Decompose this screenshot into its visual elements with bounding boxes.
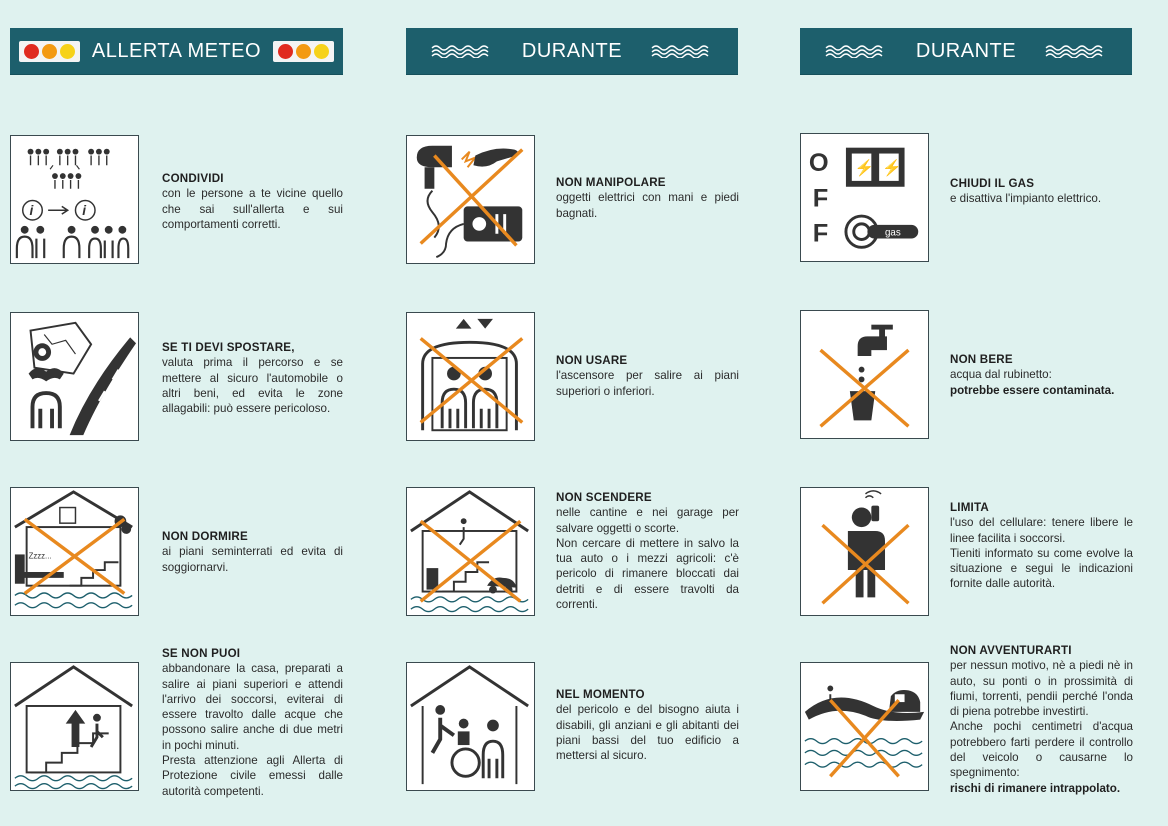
tip-condividi	[162, 171, 343, 232]
limit-phone-icon	[800, 487, 929, 616]
tip-heading: NON DORMIRE	[162, 530, 248, 543]
tip-body: del pericolo e del bisogno aiuta i disabili, gli anziani e gli abitanti dei piani bassi del tuo edificio a mettersi al sicuro.	[556, 703, 739, 763]
tip-heading: NON AVVENTURARTI	[950, 644, 1072, 657]
tip-heading: CONDIVIDI	[162, 172, 224, 185]
banner-title: DURANTE	[521, 39, 623, 62]
no-tap-water-icon	[800, 310, 929, 439]
gas-off-icon	[800, 133, 929, 262]
tip-body: oggetti elettrici con mani e piedi bagnati.	[556, 191, 739, 220]
tip-heading: NON USARE	[556, 354, 628, 367]
tip-se-non-puoi	[162, 646, 343, 799]
tip-non-usare	[556, 353, 739, 399]
svg-text:i: i	[82, 203, 87, 219]
tip-body-extra: Presta attenzione agli Allerta di Protezione civile emessi dalle autorità competenti.	[162, 754, 343, 798]
off-letter-f: F	[812, 184, 829, 213]
tip-body: acqua dal rubinetto:	[950, 368, 1052, 382]
help-vulnerable-icon	[406, 662, 535, 791]
tip-non-avventurarti	[950, 643, 1133, 796]
people-sharing-info-icon	[10, 135, 139, 264]
waves-icon	[1044, 44, 1108, 58]
tip-heading: NON SCENDERE	[556, 491, 652, 504]
banner-title: DURANTE	[915, 39, 1017, 62]
tip-body-bold: potrebbe essere contaminata.	[950, 383, 1115, 397]
tip-heading: NON MANIPOLARE	[556, 176, 666, 189]
switch-bolt-icon: ⚡	[882, 160, 902, 178]
switch-bolt-icon: ⚡	[854, 160, 875, 178]
tip-body: l'ascensore per salire ai piani superiori o inferiori.	[556, 369, 739, 398]
no-sleep-basement-icon	[10, 487, 139, 616]
waves-icon	[650, 44, 714, 58]
banner-allerta-meteo	[10, 28, 343, 74]
tip-body-extra: Tieniti informato su come evolve la situazione e segui le indicazioni fornite dalle autorità.	[950, 546, 1133, 591]
tip-body: per nessun motivo, nè a piedi nè in auto, su ponti o in prossimità di fiumi, torrenti, pendii perché l'onda di piena potrebbe investirti.	[950, 659, 1133, 719]
tip-body-bold: rischi di rimanere intrappolato.	[950, 781, 1121, 795]
zzz-label: Zzzz...	[28, 551, 52, 561]
no-car-in-flood-icon	[800, 662, 929, 791]
tip-body: nelle cantine e nei garage per salvare oggetti o scorte.	[556, 506, 739, 535]
tip-spostare	[162, 340, 343, 416]
traffic-lights-icon	[19, 41, 80, 62]
tip-non-dormire	[162, 529, 343, 575]
waves-icon	[824, 44, 888, 58]
tip-heading: NEL MOMENTO	[556, 688, 645, 701]
planning-route-icon	[10, 312, 139, 441]
tip-limita	[950, 500, 1133, 592]
tip-heading: NON BERE	[950, 353, 1013, 366]
tip-non-scendere	[556, 490, 739, 612]
go-upstairs-icon	[10, 662, 139, 791]
banner-title: ALLERTA METEO	[91, 39, 262, 62]
tip-body: con le persone a te vicine quello che sai sull'allerta e sui comportamenti corretti.	[162, 187, 343, 231]
tip-body: e disattiva l'impianto elettrico.	[950, 192, 1102, 206]
no-basement-descent-icon	[406, 487, 535, 616]
gas-label: gas	[885, 227, 901, 239]
banner-durante-2	[800, 28, 1132, 74]
no-elevator-icon	[406, 312, 535, 441]
tip-body: l'uso del cellulare: tenere libere le linee facilita i soccorsi.	[950, 516, 1133, 545]
tip-heading: SE TI DEVI SPOSTARE,	[162, 341, 295, 354]
tip-body: abbandonare la casa, preparati a salire ai piani superiori e attendi l'arrivo dei soccorsi, eviterai di essere travolto dalle acque che possono salire anche di due metri in pochi minuti.	[162, 662, 343, 752]
tip-nel-momento	[556, 687, 739, 763]
waves-icon	[430, 44, 494, 58]
tip-body-extra: Non cercare di mettere in salvo la tua auto o i mezzi agricoli: c'è pericolo di rimanere bloccati dai detriti e di essere travolti da correnti.	[556, 536, 739, 612]
off-letter-o: O	[808, 149, 829, 178]
tip-non-manipolare	[556, 175, 739, 221]
tip-heading: SE NON PUOI	[162, 647, 241, 660]
banner-durante-1	[406, 28, 738, 74]
tip-non-bere	[950, 352, 1133, 398]
no-electrical-devices-icon	[406, 135, 535, 264]
tip-heading: CHIUDI IL GAS	[950, 177, 1035, 190]
off-letter-f: F	[812, 219, 829, 248]
tip-body: ai piani seminterrati ed evita di soggiornarvi.	[162, 545, 343, 574]
tip-body-extra: Anche pochi centimetri d'acqua potrebbero farti perdere il controllo del veicolo o causarne lo spegnimento:	[950, 720, 1133, 780]
traffic-lights-icon	[273, 41, 334, 62]
svg-text:i: i	[29, 203, 34, 219]
tip-chiudi-gas	[950, 176, 1133, 207]
tip-body: valuta prima il percorso e se mettere al sicuro l'automobile o altri beni, ed evita le zone allagabili: può essere pericoloso.	[162, 356, 343, 416]
tip-heading: LIMITA	[950, 501, 989, 514]
